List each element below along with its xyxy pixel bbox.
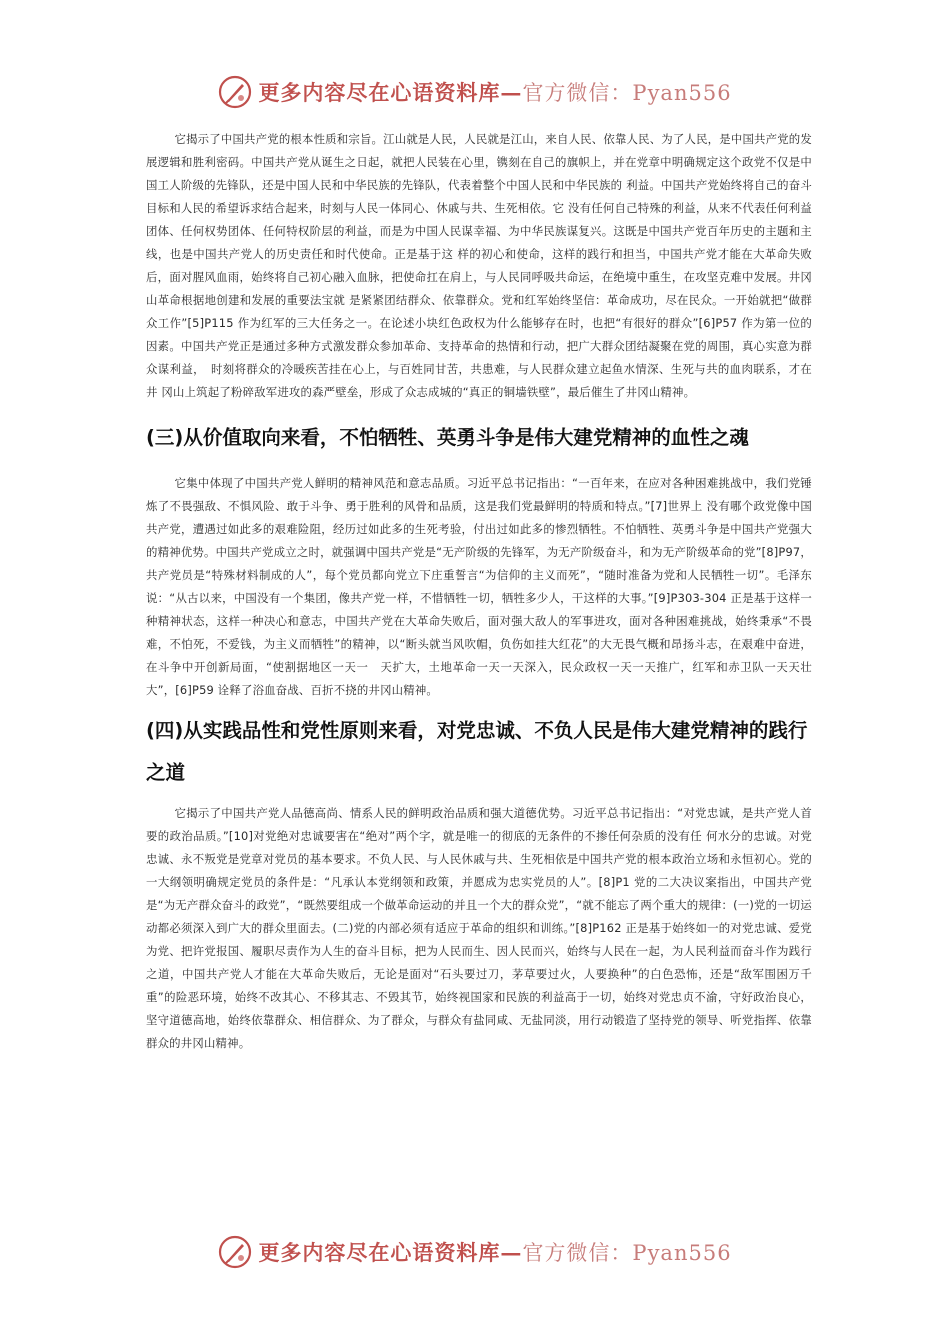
- banner-main: 更多内容尽在心语资料库—: [258, 1240, 523, 1265]
- section-heading-3: (三)从价值取向来看，不怕牺牲、英勇斗争是伟大建党精神的血性之魂: [146, 426, 749, 449]
- paragraph-2: 它集中体现了中国共产党人鲜明的精神风范和意志品质。习近平总书记指出：“一百年来，在应对各种困难挑战中，我们党锤炼了不畏强敌、不惧风险、敢于斗争、勇于胜利的风骨和品质，这是我们党最鲜明的特质和特点。”[7]世界上 没有哪个政党像中国共产党，遭遇过如此多的艰难险阻，经历过如此多的生死考验，付出过如此多的惨烈牺牲。不怕牺牲、英勇斗争是中国共产党强大的精神优势。中国共产党成立之时，就强调中国共产党是“无产阶级的先锋军，为无产阶级奋斗，和为无产阶级革命的党”[8]P97，共产党员是“特殊材料制成的人”，每个党员都向党立下庄重誓言“为信仰的主义而死”，“随时准备为党和人民牺牲一切”。毛泽东说：“从古以来，中国没有一个集团，像共产党一样，不惜牺牲一切，牺牲多少人，干这样的大事。”[9]P303-304 正是基于这样一种精神状态，这样一种决心和意志，中国共产党在大革命失败后，面对强大敌人的军事进攻，面对各种困难挑战，始终秉承“不畏难，不怕死，不爱钱，为主义而牺牲”的精神，以“断头就当风吹帽，负伤如挂大红花”的大无畏气概和昂扬斗志，在艰难中奋进，在斗争中开创新局面，“使割据地区一天一 天扩大，土地革命一天一天深入，民众政权一天一天推广，红军和赤卫队一天天壮大”，[6]P59 诠释了浴血奋战、百折不挠的井冈山精神。: [146, 476, 812, 697]
- document-body: [146, 128, 812, 1055]
- paragraph-3: 它揭示了中国共产党人品德高尚、情系人民的鲜明政治品质和强大道德优势。习近平总书记指出：“对党忠诚，是共产党人首要的政治品质。”[10]对党绝对忠诚要害在“绝对”两个字，就是唯一的彻底的无条件的不掺任何杂质的没有任 何水分的忠诚。对党忠诚、永不叛党是党章对党员的基本要求。不负人民、与人民休戚与共、生死相依是中国共产党的根本政治立场和永恒初心。党的一大纲领明确规定党员的条件是：“凡承认本党纲领和政策，并愿成为忠实党员的人”。[8]P1 党的二大决议案指出，中国共产党是“为无产群众奋斗的政党”，“既然要组成一个做革命运动的并且一个大的群众党”，“就不能忘了两个重大的规律：(一)党的一切运动都必须深入到广大的群众里面去。(二)党的内部必须有适应于革命的组织和训练。”[8]P162 正是基于始终如一的对党忠诚、爱党为党、把许党报国、履职尽责作为人生的奋斗目标，把为人民而生、因人民而兴，始终与人民在一起，为人民利益而奋斗作为践行之道，中国共产党人才能在大革命失败后，无论是面对“石头要过刀，茅草要过火，人要换种”的白色恐怖，还是“敌军围困万千重”的险恶环境，始终不改其心、不移其志、不毁其节，始终视国家和民族的利益高于一切，始终对党忠贞不渝，守好政治良心，坚守道德高地，始终依靠群众、相信群众、为了群众，与群众有盐同咸、无盐同淡，用行动锻造了坚持党的领导、听党指挥、依靠群众的井冈山精神。: [146, 806, 812, 1050]
- banner-main: 更多内容尽在心语资料库—: [258, 80, 523, 105]
- paragraph-1: 它揭示了中国共产党的根本性质和宗旨。江山就是人民，人民就是江山，来自人民、依靠人民、为了人民，是中国共产党的发展逻辑和胜利密码。中国共产党从诞生之日起，就把人民装在心里，镌刻在自己的旗帜上，并在党章中明确规定这个政党不仅是中国工人阶级的先锋队，还是中国人民和中华民族的先锋队，代表着整个中国人民和中华民族的 利益。中国共产党始终将自己的奋斗目标和人民的希望诉求结合起来，时刻与人民一体同心、休戚与共、生死相依。它 没有任何自己特殊的利益，从来不代表任何利益团体、任何权势团体、任何特权阶层的利益，而是为中国人民谋幸福、为中华民族谋复兴。这既是中国共产党百年历史的主题和主线，也是中国共产党人的历史责任和时代使命。正是基于这 样的初心和使命，这样的践行和担当，中国共产党才能在大革命失败后，面对腥风血雨，始终将自己初心融入血脉，把使命扛在肩上，与人民同呼吸共命运，在绝境中重生，在攻坚克难中发展。井冈山革命根据地创建和发展的重要法宝就 是紧紧团结群众、依靠群众。党和红军始终坚信：革命成功，尽在民众。一开始就把“做群众工作”[5]P115 作为红军的三大任务之一。在论述小块红色政权为什么能够存在时，也把“有很好的群众”[6]P57 作为第一位的因素。中国共产党正是通过多种方式激发群众参加革命、支持革命的热情和行动，把广大群众团结凝聚在党的周围，真心实意为群众谋利益， 时刻将群众的冷暖疾苦挂在心上，与百姓同甘苦，共患难，与人民群众建立起鱼水情深、生死与共的血肉联系，才在井 冈山上筑起了粉碎敌军进攻的森严壁垒，形成了众志成城的“真正的铜墙铁壁”，最后催生了井冈山精神。: [146, 132, 812, 399]
- banner-wechat: 官方微信：Pyan556: [522, 1241, 732, 1265]
- footer-banner: [0, 1232, 950, 1272]
- header-banner: [0, 72, 950, 112]
- banner-text: [258, 1237, 731, 1267]
- section-heading-4: (四)从实践品性和党性原则来看，对党忠诚、不负人民是伟大建党精神的践行之道: [146, 719, 808, 784]
- banner-wechat: 官方微信：Pyan556: [522, 81, 732, 105]
- quill-logo-icon: [218, 75, 252, 109]
- quill-logo-icon: [218, 1235, 252, 1269]
- banner-text: [258, 77, 731, 107]
